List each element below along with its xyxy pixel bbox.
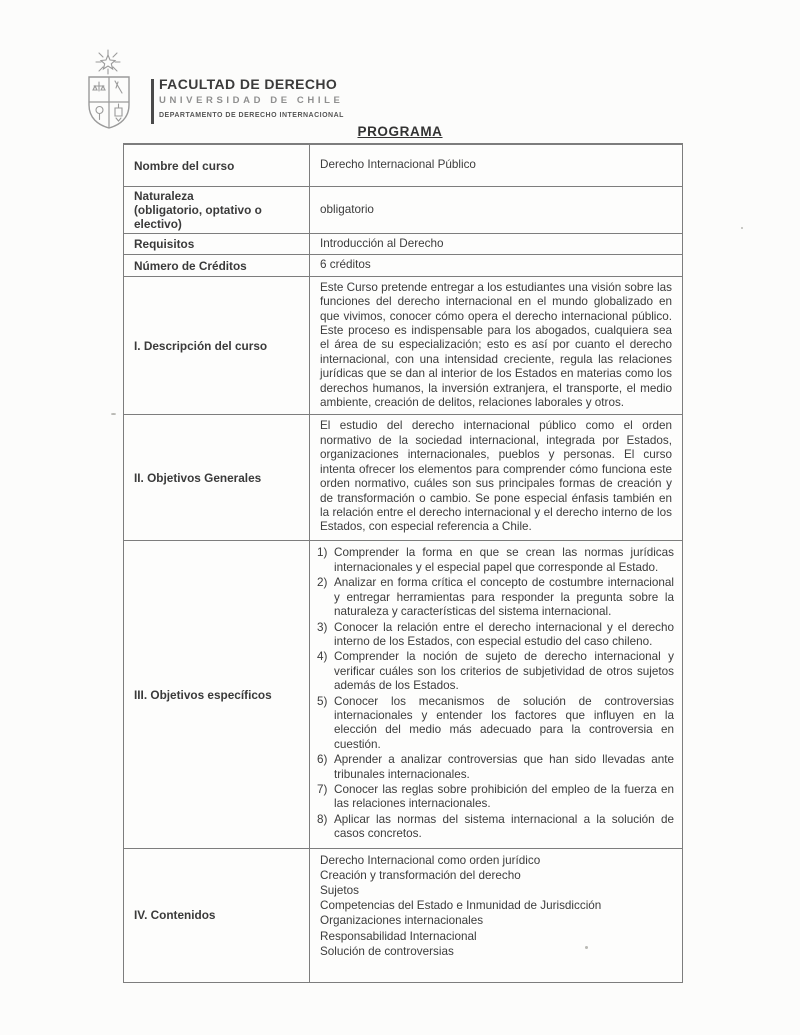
content-item: Competencias del Estado e Inmunidad de Jurisdicción bbox=[320, 899, 602, 913]
objective-item: 1) Comprender la forma en que se crean las normas jurídicas internacionales y el especial papel que corresponde al Estado. bbox=[317, 546, 674, 574]
table-row-contents bbox=[124, 849, 682, 982]
document-title: PROGRAMA bbox=[357, 124, 443, 139]
objective-item: 7) Conocer las reglas sobre prohibición del empleo de la fuerza en las relaciones internacionales. bbox=[317, 782, 674, 811]
objective-item: 2) Analizar en forma crítica el concepto de costumbre internacional y entregar herramientas para responder la pregunta sobre la naturaleza y características del sistema internacional. bbox=[317, 576, 674, 619]
table-row-description bbox=[124, 277, 682, 416]
scan-speck bbox=[111, 413, 116, 415]
row-label: I. Descripción del curso bbox=[124, 277, 310, 415]
university-logo bbox=[84, 48, 140, 132]
content-item: Solución de controversias bbox=[320, 944, 454, 958]
faculty-name: FACULTAD DE DERECHO bbox=[159, 76, 338, 92]
scan-speck bbox=[585, 946, 588, 949]
objective-item: 5) Conocer los mecanismos de solución de controversias internacionales y entender los factores que influyen en la elección del medio más adecuado para la controversia en cuestión. bbox=[317, 694, 674, 751]
objective-item: 3) Conocer la relación entre el derecho internacional y el derecho interno de los Estados, con especial estudio del caso chileno. bbox=[317, 620, 674, 648]
row-label: II. Objetivos Generales bbox=[124, 415, 310, 540]
university-name: UNIVERSIDAD DE CHILE bbox=[159, 95, 344, 106]
row-value: Introducción al Derecho bbox=[320, 237, 444, 250]
content-item: Responsabilidad Internacional bbox=[320, 929, 477, 943]
table-row-course-name bbox=[124, 145, 682, 187]
content-item: Derecho Internacional como orden jurídico bbox=[320, 853, 541, 867]
table-row-specific-objectives bbox=[124, 541, 682, 848]
table-row-requirements bbox=[124, 234, 682, 255]
row-label: Número de Créditos bbox=[124, 255, 310, 275]
scan-speck bbox=[741, 227, 743, 229]
table-row-general-objectives bbox=[124, 415, 682, 541]
objective-item: 6) Aprender a analizar controversias que han sido llevadas ante tribunales internacionales. bbox=[317, 753, 674, 781]
row-value: 6 créditos bbox=[320, 258, 371, 272]
content-item: Organizaciones internacionales bbox=[320, 914, 484, 928]
objective-item: 4) Comprender la noción de sujeto de derecho internacional y verificar cuáles son los criterios de subjetividad de otros sujetos además de los Estados. bbox=[317, 650, 674, 693]
row-value: Derecho Internacional Público bbox=[320, 158, 476, 172]
university-shield-icon bbox=[84, 48, 140, 132]
row-label: IV. Contenidos bbox=[124, 849, 310, 982]
table-row-credits bbox=[124, 255, 682, 276]
department-name: DEPARTAMENTO DE DERECHO INTERNACIONAL bbox=[159, 112, 344, 119]
row-label bbox=[124, 187, 310, 233]
row-label-line1: Naturaleza bbox=[134, 189, 194, 203]
content-item: Creación y transformación del derecho bbox=[320, 868, 521, 882]
table-row-nature bbox=[124, 187, 682, 234]
contents-list bbox=[310, 849, 682, 982]
row-value: obligatorio bbox=[320, 202, 374, 216]
row-label-line2: (obligatorio, optativo o electivo) bbox=[134, 203, 262, 231]
letterhead-divider bbox=[151, 79, 154, 124]
row-label: Nombre del curso bbox=[124, 145, 310, 186]
row-label: III. Objetivos específicos bbox=[124, 541, 310, 847]
program-table bbox=[123, 143, 683, 983]
course-description-text: Este Curso pretende entregar a los estudiantes una visión sobre las funciones del derecho internacional en el mundo globalizado en que vivimos, conocer cómo opera el derecho internacional público. Este proceso es indispensable para los abogados, cualquiera sea el área de su especialización; esto es así por cuanto el derecho internacional, con una intensidad creciente, regula las relaciones jurídicas que se dan al interior de los Estados en materias como los derechos humanos, la inversión extranjera, el transporte, el medio ambiente, creación de delitos, relaciones laborales y otros. bbox=[320, 280, 672, 410]
general-objectives-text: El estudio del derecho internacional público como el orden normativo de la sociedad internacional, integrada por Estados, organizaciones internacionales, pueblos y personas. El curso intenta ofrecer los elementos para comprender cómo funciona este orden normativo, cuáles son sus principales formas de creación y de transformación o cambio. Se pone especial énfasis también en la relación entre el derecho internacional y el derecho interno de los Estados, con especial referencia a Chile. bbox=[320, 419, 672, 534]
row-label: Requisitos bbox=[124, 234, 310, 254]
content-item: Sujetos bbox=[320, 884, 359, 897]
objective-item: 8) Aplicar las normas del sistema internacional a la solución de casos concretos. bbox=[317, 812, 674, 841]
specific-objectives-list bbox=[310, 541, 682, 847]
